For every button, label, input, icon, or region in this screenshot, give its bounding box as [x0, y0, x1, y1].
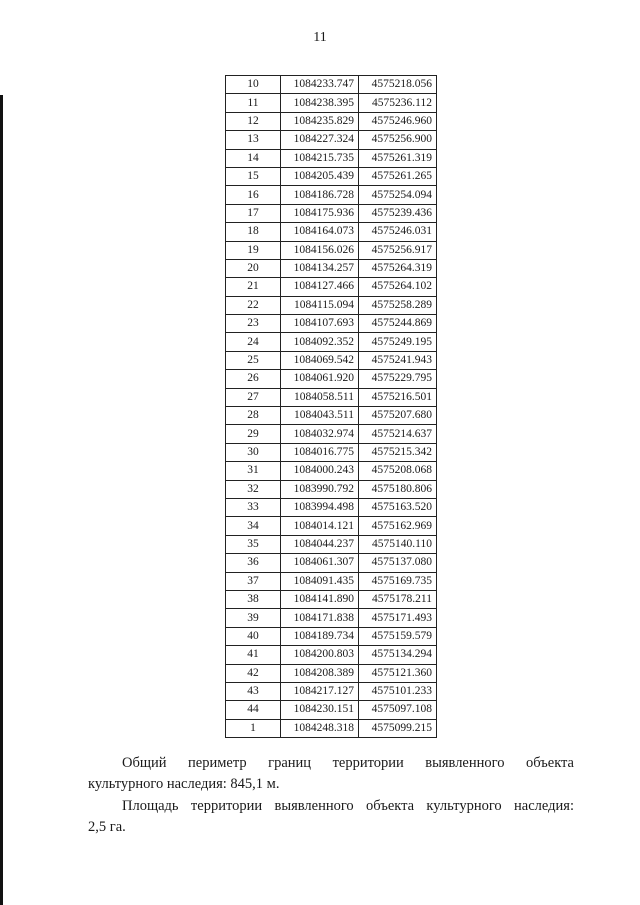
y-coordinate-cell: 4575246.960	[359, 112, 437, 130]
point-number-cell: 12	[226, 112, 281, 130]
perimeter-line-1: Общий периметр границ территории выявленного объекта	[122, 755, 574, 771]
x-coordinate-cell: 1084208.389	[281, 664, 359, 682]
point-number-cell: 32	[226, 480, 281, 498]
point-number-cell: 21	[226, 278, 281, 296]
y-coordinate-cell: 4575214.637	[359, 425, 437, 443]
table-row	[226, 498, 437, 516]
x-coordinate-cell: 1084044.237	[281, 535, 359, 553]
coordinates-table	[225, 75, 437, 738]
table-row	[226, 554, 437, 572]
y-coordinate-cell: 4575261.265	[359, 167, 437, 185]
table-row	[226, 462, 437, 480]
point-number-cell: 37	[226, 572, 281, 590]
y-coordinate-cell: 4575264.102	[359, 278, 437, 296]
y-coordinate-cell: 4575264.319	[359, 259, 437, 277]
y-coordinate-cell: 4575178.211	[359, 590, 437, 608]
y-coordinate-cell: 4575097.108	[359, 701, 437, 719]
y-coordinate-cell: 4575258.289	[359, 296, 437, 314]
x-coordinate-cell: 1084043.511	[281, 407, 359, 425]
point-number-cell: 40	[226, 627, 281, 645]
y-coordinate-cell: 4575207.680	[359, 407, 437, 425]
table-row	[226, 112, 437, 130]
x-coordinate-cell: 1084171.838	[281, 609, 359, 627]
table-row	[226, 333, 437, 351]
y-coordinate-cell: 4575121.360	[359, 664, 437, 682]
y-coordinate-cell: 4575236.112	[359, 94, 437, 112]
x-coordinate-cell: 1084186.728	[281, 186, 359, 204]
point-number-cell: 39	[226, 609, 281, 627]
point-number-cell: 25	[226, 351, 281, 369]
x-coordinate-cell: 1084215.735	[281, 149, 359, 167]
point-number-cell: 10	[226, 76, 281, 94]
table-row	[226, 664, 437, 682]
y-coordinate-cell: 4575256.917	[359, 241, 437, 259]
y-coordinate-cell: 4575180.806	[359, 480, 437, 498]
x-coordinate-cell: 1084200.803	[281, 646, 359, 664]
point-number-cell: 34	[226, 517, 281, 535]
table-row	[226, 535, 437, 553]
y-coordinate-cell: 4575218.056	[359, 76, 437, 94]
table-row	[226, 149, 437, 167]
point-number-cell: 31	[226, 462, 281, 480]
table-row	[226, 646, 437, 664]
y-coordinate-cell: 4575169.735	[359, 572, 437, 590]
point-number-cell: 43	[226, 682, 281, 700]
x-coordinate-cell: 1084189.734	[281, 627, 359, 645]
y-coordinate-cell: 4575137.080	[359, 554, 437, 572]
x-coordinate-cell: 1084107.693	[281, 315, 359, 333]
table-row	[226, 351, 437, 369]
table-row	[226, 131, 437, 149]
x-coordinate-cell: 1084127.466	[281, 278, 359, 296]
point-number-cell: 38	[226, 590, 281, 608]
y-coordinate-cell: 4575162.969	[359, 517, 437, 535]
area-line-2: 2,5 га.	[88, 819, 126, 835]
point-number-cell: 36	[226, 554, 281, 572]
table-row	[226, 94, 437, 112]
point-number-cell: 41	[226, 646, 281, 664]
x-coordinate-cell: 1084061.307	[281, 554, 359, 572]
point-number-cell: 35	[226, 535, 281, 553]
y-coordinate-cell: 4575099.215	[359, 719, 437, 737]
point-number-cell: 29	[226, 425, 281, 443]
y-coordinate-cell: 4575163.520	[359, 498, 437, 516]
table-row	[226, 223, 437, 241]
x-coordinate-cell: 1084115.094	[281, 296, 359, 314]
y-coordinate-cell: 4575215.342	[359, 443, 437, 461]
point-number-cell: 30	[226, 443, 281, 461]
table-row	[226, 719, 437, 737]
x-coordinate-cell: 1084175.936	[281, 204, 359, 222]
table-row	[226, 167, 437, 185]
x-coordinate-cell: 1084091.435	[281, 572, 359, 590]
point-number-cell: 11	[226, 94, 281, 112]
table-row	[226, 443, 437, 461]
y-coordinate-cell: 4575254.094	[359, 186, 437, 204]
y-coordinate-cell: 4575171.493	[359, 609, 437, 627]
point-number-cell: 26	[226, 370, 281, 388]
point-number-cell: 44	[226, 701, 281, 719]
point-number-cell: 16	[226, 186, 281, 204]
table-row	[226, 609, 437, 627]
table-row	[226, 590, 437, 608]
point-number-cell: 23	[226, 315, 281, 333]
area-paragraph	[88, 796, 574, 838]
coordinates-table-body	[226, 76, 437, 738]
x-coordinate-cell: 1084205.439	[281, 167, 359, 185]
point-number-cell: 28	[226, 407, 281, 425]
point-number-cell: 1	[226, 719, 281, 737]
y-coordinate-cell: 4575208.068	[359, 462, 437, 480]
table-row	[226, 186, 437, 204]
y-coordinate-cell: 4575229.795	[359, 370, 437, 388]
table-row	[226, 296, 437, 314]
point-number-cell: 24	[226, 333, 281, 351]
y-coordinate-cell: 4575239.436	[359, 204, 437, 222]
table-row	[226, 388, 437, 406]
x-coordinate-cell: 1084238.395	[281, 94, 359, 112]
table-row	[226, 701, 437, 719]
x-coordinate-cell: 1084217.127	[281, 682, 359, 700]
x-coordinate-cell: 1084134.257	[281, 259, 359, 277]
point-number-cell: 19	[226, 241, 281, 259]
point-number-cell: 33	[226, 498, 281, 516]
x-coordinate-cell: 1084032.974	[281, 425, 359, 443]
x-coordinate-cell: 1084058.511	[281, 388, 359, 406]
point-number-cell: 22	[226, 296, 281, 314]
table-row	[226, 76, 437, 94]
table-row	[226, 572, 437, 590]
y-coordinate-cell: 4575101.233	[359, 682, 437, 700]
point-number-cell: 14	[226, 149, 281, 167]
y-coordinate-cell: 4575241.943	[359, 351, 437, 369]
x-coordinate-cell: 1084141.890	[281, 590, 359, 608]
table-row	[226, 204, 437, 222]
table-row	[226, 370, 437, 388]
table-row	[226, 627, 437, 645]
x-coordinate-cell: 1084164.073	[281, 223, 359, 241]
x-coordinate-cell: 1084069.542	[281, 351, 359, 369]
x-coordinate-cell: 1084000.243	[281, 462, 359, 480]
y-coordinate-cell: 4575216.501	[359, 388, 437, 406]
y-coordinate-cell: 4575140.110	[359, 535, 437, 553]
y-coordinate-cell: 4575159.579	[359, 627, 437, 645]
x-coordinate-cell: 1084227.324	[281, 131, 359, 149]
point-number-cell: 42	[226, 664, 281, 682]
table-row	[226, 517, 437, 535]
y-coordinate-cell: 4575244.869	[359, 315, 437, 333]
x-coordinate-cell: 1084016.775	[281, 443, 359, 461]
table-row	[226, 480, 437, 498]
y-coordinate-cell: 4575246.031	[359, 223, 437, 241]
table-row	[226, 259, 437, 277]
y-coordinate-cell: 4575134.294	[359, 646, 437, 664]
point-number-cell: 18	[226, 223, 281, 241]
x-coordinate-cell: 1084156.026	[281, 241, 359, 259]
x-coordinate-cell: 1084235.829	[281, 112, 359, 130]
scan-margin-line	[0, 95, 3, 905]
table-row	[226, 315, 437, 333]
x-coordinate-cell: 1083994.498	[281, 498, 359, 516]
table-row	[226, 407, 437, 425]
x-coordinate-cell: 1083990.792	[281, 480, 359, 498]
x-coordinate-cell: 1084014.121	[281, 517, 359, 535]
perimeter-paragraph	[88, 753, 574, 795]
table-row	[226, 425, 437, 443]
x-coordinate-cell: 1084230.151	[281, 701, 359, 719]
x-coordinate-cell: 1084233.747	[281, 76, 359, 94]
y-coordinate-cell: 4575249.195	[359, 333, 437, 351]
point-number-cell: 20	[226, 259, 281, 277]
table-row	[226, 241, 437, 259]
x-coordinate-cell: 1084061.920	[281, 370, 359, 388]
page-number: 11	[313, 30, 327, 45]
y-coordinate-cell: 4575256.900	[359, 131, 437, 149]
perimeter-line-2: культурного наследия: 845,1 м.	[88, 776, 280, 792]
point-number-cell: 27	[226, 388, 281, 406]
x-coordinate-cell: 1084248.318	[281, 719, 359, 737]
area-line-1: Площадь территории выявленного объекта культурного наследия:	[122, 798, 574, 814]
x-coordinate-cell: 1084092.352	[281, 333, 359, 351]
y-coordinate-cell: 4575261.319	[359, 149, 437, 167]
point-number-cell: 17	[226, 204, 281, 222]
point-number-cell: 13	[226, 131, 281, 149]
table-row	[226, 278, 437, 296]
point-number-cell: 15	[226, 167, 281, 185]
table-row	[226, 682, 437, 700]
